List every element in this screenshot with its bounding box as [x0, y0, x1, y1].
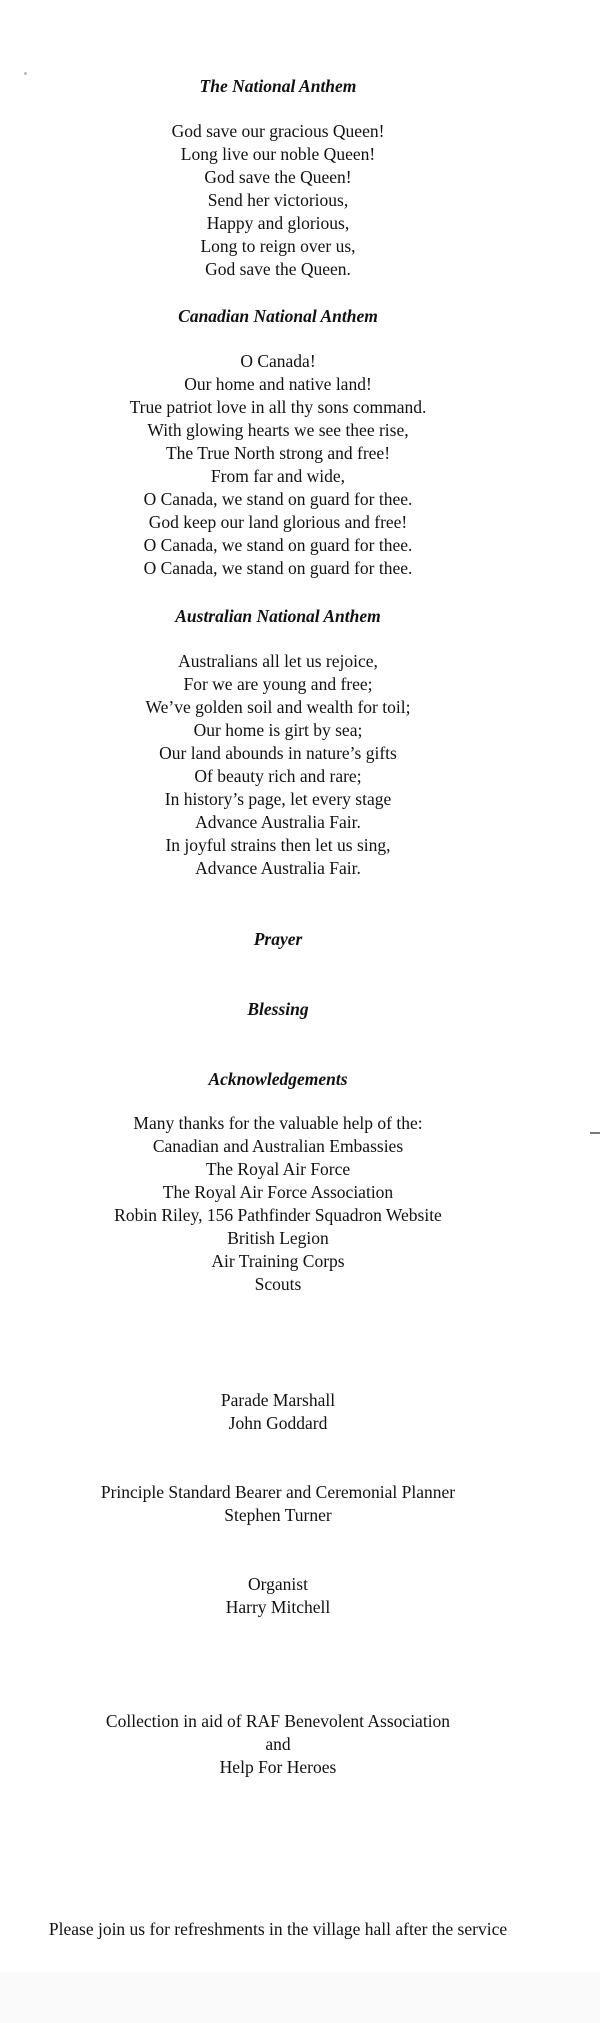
- national-anthem-lyrics: [0, 120, 556, 281]
- prayer-heading: Prayer: [253, 929, 303, 949]
- national-anthem-heading: The National Anthem: [199, 76, 357, 96]
- refreshments-notice: [0, 1918, 556, 1941]
- lyric-line: Long live our noble Queen!: [180, 144, 376, 164]
- collection-line: Collection in aid of RAF Benevolent Association: [105, 1711, 451, 1731]
- refreshments-text: Please join us for refreshments in the village hall after the service: [48, 1919, 508, 1939]
- acknowledgement-line: Air Training Corps: [211, 1251, 345, 1271]
- lyric-line: O Canada, we stand on guard for thee.: [143, 558, 413, 578]
- lyric-line: We’ve golden soil and wealth for toil;: [145, 697, 411, 717]
- lyric-line: Happy and glorious,: [206, 213, 350, 233]
- credit-name: John Goddard: [228, 1413, 328, 1433]
- acknowledgement-line: Many thanks for the valuable help of the:: [133, 1113, 423, 1133]
- collection-notice: [0, 1710, 556, 1779]
- acknowledgements-heading: Acknowledgements: [208, 1069, 348, 1089]
- lyric-line: O Canada!: [240, 351, 316, 371]
- acknowledgements-list: [0, 1112, 556, 1296]
- lyric-line: From far and wide,: [210, 466, 346, 486]
- acknowledgement-line: The Royal Air Force: [205, 1159, 351, 1179]
- scan-edge-shade: [0, 1972, 600, 2023]
- lyric-line: God save the Queen.: [205, 259, 351, 279]
- credit-name: Harry Mitchell: [225, 1597, 331, 1617]
- organist-credit: [0, 1573, 556, 1619]
- lyric-line: Australians all let us rejoice,: [178, 651, 378, 671]
- canadian-anthem-lyrics: [0, 350, 556, 580]
- parade-marshall-credit: [0, 1389, 556, 1435]
- lyric-line: Advance Australia Fair.: [195, 858, 361, 878]
- lyric-line: Our land abounds in nature’s gifts: [159, 743, 397, 763]
- lyric-line: True patriot love in all thy sons command.: [129, 397, 427, 417]
- lyric-line: Advance Australia Fair.: [195, 812, 361, 832]
- collection-line: and: [265, 1734, 291, 1754]
- lyric-line: Our home and native land!: [184, 374, 372, 394]
- credit-role: Organist: [248, 1574, 308, 1594]
- lyric-line: God save our gracious Queen!: [171, 121, 385, 141]
- lyric-line: God keep our land glorious and free!: [148, 512, 408, 532]
- acknowledgement-line: British Legion: [227, 1228, 329, 1248]
- lyric-line: Long to reign over us,: [200, 236, 356, 256]
- credit-role: Parade Marshall: [220, 1390, 336, 1410]
- lyric-line: O Canada, we stand on guard for thee.: [143, 489, 413, 509]
- lyric-line: In joyful strains then let us sing,: [165, 835, 391, 855]
- lyric-line: For we are young and free;: [183, 674, 373, 694]
- lyric-line: Send her victorious,: [207, 190, 349, 210]
- lyric-line: Our home is girt by sea;: [193, 720, 363, 740]
- lyric-line: God save the Queen!: [204, 167, 352, 187]
- credit-name: Stephen Turner: [224, 1505, 332, 1525]
- acknowledgement-line: The Royal Air Force Association: [162, 1182, 394, 1202]
- credit-role: Principle Standard Bearer and Ceremonial Planner: [100, 1482, 456, 1502]
- lyric-line: With glowing hearts we see thee rise,: [147, 420, 409, 440]
- collection-line: Help For Heroes: [219, 1757, 337, 1777]
- acknowledgement-line: Robin Riley, 156 Pathfinder Squadron Website: [114, 1205, 442, 1225]
- australian-anthem-heading: Australian National Anthem: [175, 606, 381, 626]
- australian-anthem-lyrics: [0, 650, 556, 880]
- fold-mark: [590, 1132, 600, 1134]
- lyric-line: Of beauty rich and rare;: [194, 766, 362, 786]
- acknowledgement-line: Canadian and Australian Embassies: [152, 1136, 404, 1156]
- canadian-anthem-heading: Canadian National Anthem: [178, 306, 378, 326]
- acknowledgement-line: Scouts: [254, 1274, 302, 1294]
- lyric-line: In history’s page, let every stage: [164, 789, 392, 809]
- standard-bearer-credit: [0, 1481, 556, 1527]
- blessing-heading: Blessing: [247, 999, 309, 1019]
- lyric-line: O Canada, we stand on guard for thee.: [143, 535, 413, 555]
- lyric-line: The True North strong and free!: [165, 443, 391, 463]
